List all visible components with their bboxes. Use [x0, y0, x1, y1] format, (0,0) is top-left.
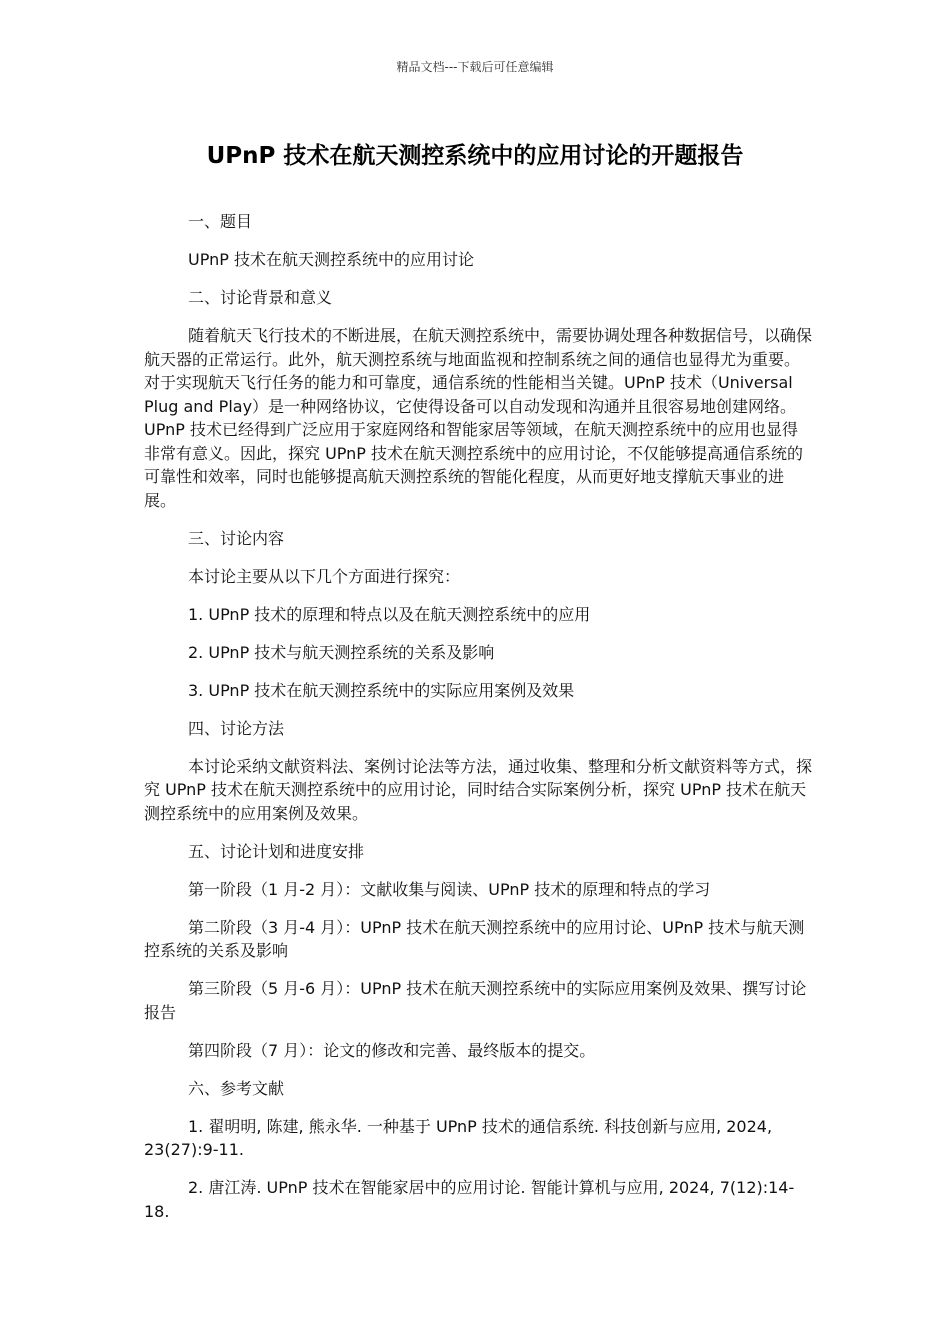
section-heading-references: 六、参考文献 [188, 1078, 285, 1098]
background-paragraph: 随着航天飞行技术的不断进展，在航天测控系统中，需要协调处理各种数据信号，以确保航天器的正常运行。此外，航天测控系统与地面监视和控制系统之间的通信也显得尤为重要。对于实现航天飞行任务的能力和可靠度，通信系统的性能相当关键。UPnP 技术（Universal Plug and Play）是一种网络协议，它使得设备可以自动发现和沟通并且很容易地创建网络。UPnP 技术已经得到广泛应用于家庭网络和智能家居等领域，在航天测控系统中的应用也显得非常有意义。因此，探究 UPnP 技术在航天测控系统中的应用讨论，不仅能够提高通信系统的可靠性和效率，同时也能够提高航天测控系统的智能化程度，从而更好地支撑航天事业的进展。 [144, 326, 813, 510]
schedule-item: 第三阶段（5 月-6 月）：UPnP 技术在航天测控系统中的实际应用案例及效果、撰写讨论报告 [144, 979, 807, 1022]
content-item: 2. UPnP 技术与航天测控系统的关系及影响 [188, 642, 495, 662]
section-heading-content: 三、讨论内容 [188, 528, 285, 548]
content-item: 1. UPnP 技术的原理和特点以及在航天测控系统中的应用 [188, 604, 591, 624]
reference-item: 1. 翟明明, 陈建, 熊永华. 一种基于 UPnP 技术的通信系统. 科技创新与应用, 2024, 23(27):9-11. [144, 1116, 773, 1159]
document-title: UPnP 技术在航天测控系统中的应用讨论的开题报告 [206, 143, 744, 169]
section-heading-method: 四、讨论方法 [188, 718, 285, 738]
section-heading-background: 二、讨论背景和意义 [188, 288, 333, 307]
content-item: 3. UPnP 技术在航天测控系统中的实际应用案例及效果 [188, 680, 575, 700]
schedule-item: 第一阶段（1 月-2 月）：文献收集与阅读、UPnP 技术的原理和特点的学习 [188, 879, 711, 899]
topic-text: UPnP 技术在航天测控系统中的应用讨论 [188, 250, 474, 269]
reference-item: 2. 唐江涛. UPnP 技术在智能家居中的应用讨论. 智能计算机与应用, 2024, 7(12):14-18. [144, 1178, 795, 1221]
schedule-item: 第二阶段（3 月-4 月）：UPnP 技术在航天测控系统中的应用讨论、UPnP 技术与航天测控系统的关系及影响 [144, 917, 805, 960]
section-heading-topic: 一、题目 [188, 212, 253, 231]
schedule-item: 第四阶段（7 月）：论文的修改和完善、最终版本的提交。 [188, 1040, 596, 1060]
content-intro: 本讨论主要从以下几个方面进行探究： [188, 566, 461, 586]
page-header-note: 精品文档---下载后可任意编辑 [396, 60, 554, 74]
document-body [144, 210, 812, 1238]
section-heading-schedule: 五、讨论计划和进度安排 [188, 841, 365, 861]
method-paragraph: 本讨论采纳文献资料法、案例讨论法等方法，通过收集、整理和分析文献资料等方式，探究 UPnP 技术在航天测控系统中的应用讨论，同时结合实际案例分析，探究 UPnP 技术在航天测控系统中的应用案例及效果。 [144, 756, 813, 823]
